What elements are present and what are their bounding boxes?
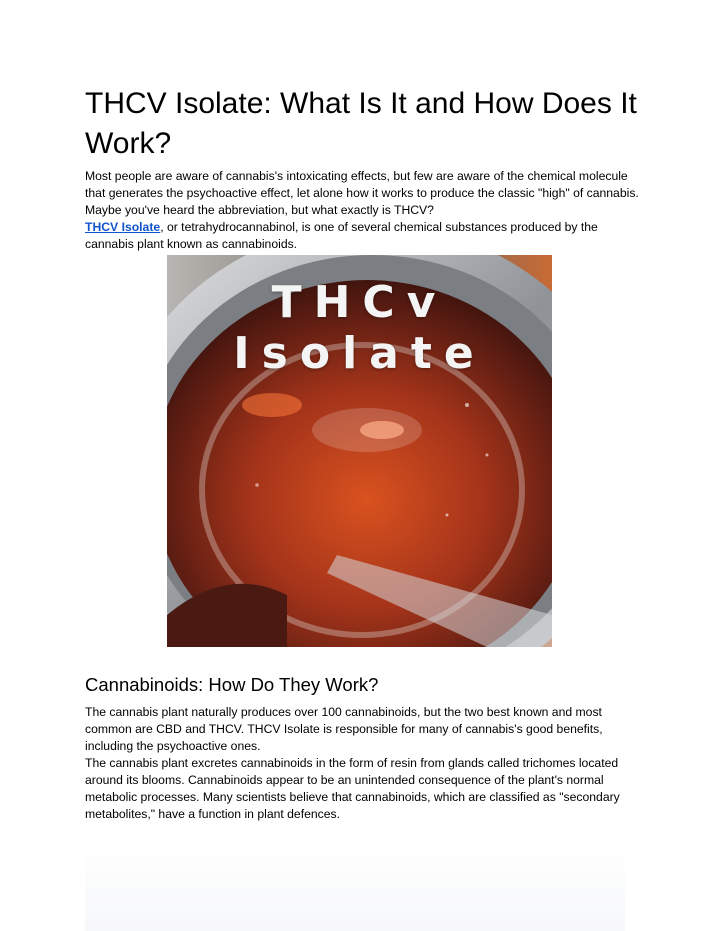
intro-text: Most people are aware of cannabis's intoxicating effects, but few are aware of the chemical molecule that generates the psychoactive effect, let alone how it works to produce the classic "high" of cannabis. Maybe you've heard the abbreviation, but what exactly is THCV? <box>85 169 639 217</box>
section-heading: Cannabinoids: How Do They Work? <box>85 674 379 695</box>
page-bottom-area <box>85 840 625 931</box>
thcv-isolate-image <box>167 255 552 647</box>
section-paragraph-1: The cannabis plant naturally produces over 100 cannabinoids, but the two best known and most common are CBD and THCV. THCV Isolate is responsible for many of cannabis's good benefits, including the psychoactive ones. <box>85 705 603 753</box>
image-overlay-text: THCv Isolate <box>233 277 486 379</box>
page-title: THCV Isolate: What Is It and How Does It Work? <box>85 87 637 160</box>
thcv-isolate-link[interactable]: THCV Isolate <box>85 220 161 234</box>
intro-text-continued: , or tetrahydrocannabinol, is one of several chemical substances produced by the cannabis plant known as cannabinoids. <box>85 220 598 251</box>
section-paragraph-2: The cannabis plant excretes cannabinoids in the form of resin from glands called trichomes located around its blooms. Cannabinoids appear to be an unintended consequence of the plant's normal metabolic processes. Many scientists believe that cannabinoids, which are classified as "secondary metabolites," have a function in plant defences. <box>85 756 620 821</box>
intro-paragraph <box>85 168 645 253</box>
